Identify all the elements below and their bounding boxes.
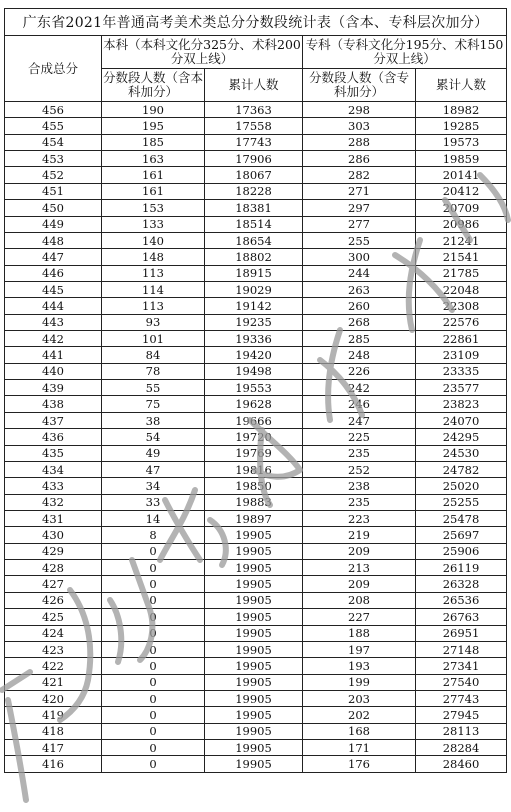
vocational-segment-cell: 288 [303,134,416,150]
total-score-cell: 443 [5,314,102,330]
undergrad-cumulative-cell: 17743 [205,134,303,150]
total-score-cell: 422 [5,658,102,674]
undergrad-segment-cell: 185 [102,134,205,150]
total-score-cell: 446 [5,265,102,281]
vocational-segment-cell: 235 [303,445,416,461]
vocational-cumulative-cell: 27148 [416,641,507,657]
vocational-segment-cell: 297 [303,200,416,216]
undergrad-cumulative-cell: 19905 [205,625,303,641]
total-score-cell: 435 [5,445,102,461]
undergrad-segment-cell: 0 [102,674,205,690]
undergrad-segment-cell: 0 [102,576,205,592]
vocational-cumulative-cell: 25478 [416,510,507,526]
table-row [5,609,507,625]
vocational-cumulative-cell: 22861 [416,331,507,347]
undergrad-segment-cell: 93 [102,314,205,330]
total-score-cell: 438 [5,396,102,412]
undergrad-segment-cell: 8 [102,527,205,543]
vocational-cumulative-cell: 25697 [416,527,507,543]
vocational-cumulative-cell: 23577 [416,380,507,396]
total-score-cell: 426 [5,592,102,608]
vocational-segment-cell: 246 [303,396,416,412]
table-row [5,756,507,772]
total-score-cell: 441 [5,347,102,363]
table-row [5,510,507,526]
undergrad-segment-cell: 0 [102,740,205,756]
total-score-cell: 456 [5,102,102,118]
undergrad-segment-cell: 161 [102,183,205,199]
header-undergrad-cumulative: 累计人数 [205,69,303,102]
vocational-segment-cell: 199 [303,674,416,690]
undergrad-segment-cell: 34 [102,478,205,494]
table-row [5,314,507,330]
vocational-segment-cell: 213 [303,560,416,576]
undergrad-cumulative-cell: 17558 [205,118,303,134]
table-row [5,200,507,216]
vocational-cumulative-cell: 26119 [416,560,507,576]
total-score-cell: 439 [5,380,102,396]
vocational-cumulative-cell: 23109 [416,347,507,363]
undergrad-cumulative-cell: 19628 [205,396,303,412]
vocational-segment-cell: 223 [303,510,416,526]
total-score-cell: 442 [5,331,102,347]
undergrad-segment-cell: 190 [102,102,205,118]
vocational-cumulative-cell: 25906 [416,543,507,559]
vocational-cumulative-cell: 28460 [416,756,507,772]
undergrad-cumulative-cell: 19905 [205,576,303,592]
undergrad-cumulative-cell: 19720 [205,429,303,445]
total-score-cell: 423 [5,641,102,657]
total-score-cell: 440 [5,363,102,379]
vocational-segment-cell: 263 [303,281,416,297]
undergrad-cumulative-cell: 19905 [205,658,303,674]
undergrad-segment-cell: 0 [102,690,205,706]
table-row [5,445,507,461]
total-score-cell: 416 [5,756,102,772]
table-row [5,723,507,739]
table-row [5,183,507,199]
total-score-cell: 418 [5,723,102,739]
undergrad-segment-cell: 14 [102,510,205,526]
vocational-segment-cell: 286 [303,151,416,167]
total-score-cell: 436 [5,429,102,445]
vocational-segment-cell: 197 [303,641,416,657]
table-row [5,658,507,674]
vocational-segment-cell: 219 [303,527,416,543]
undergrad-cumulative-cell: 18381 [205,200,303,216]
header-undergrad-group: 本科（本科文化分325分、术科200分双上线） [102,36,303,69]
undergrad-cumulative-cell: 19905 [205,543,303,559]
table-row [5,265,507,281]
undergrad-cumulative-cell: 19905 [205,740,303,756]
table-row [5,363,507,379]
total-score-cell: 452 [5,167,102,183]
vocational-cumulative-cell: 20141 [416,167,507,183]
vocational-segment-cell: 271 [303,183,416,199]
undergrad-cumulative-cell: 19905 [205,756,303,772]
table-row [5,396,507,412]
vocational-cumulative-cell: 21541 [416,249,507,265]
vocational-cumulative-cell: 23823 [416,396,507,412]
total-score-cell: 449 [5,216,102,232]
undergrad-cumulative-cell: 19905 [205,674,303,690]
total-score-cell: 454 [5,134,102,150]
table-row [5,331,507,347]
undergrad-cumulative-cell: 19905 [205,690,303,706]
undergrad-cumulative-cell: 18067 [205,167,303,183]
undergrad-segment-cell: 140 [102,232,205,248]
vocational-segment-cell: 226 [303,363,416,379]
total-score-cell: 434 [5,461,102,477]
total-score-cell: 448 [5,232,102,248]
table-row [5,461,507,477]
vocational-cumulative-cell: 23335 [416,363,507,379]
undergrad-segment-cell: 195 [102,118,205,134]
undergrad-cumulative-cell: 19883 [205,494,303,510]
table-row [5,674,507,690]
total-score-cell: 419 [5,707,102,723]
undergrad-segment-cell: 33 [102,494,205,510]
undergrad-segment-cell: 0 [102,592,205,608]
table-title: 广东省2021年普通高考美术类总分分数段统计表（含本、专科层次加分） [5,9,507,36]
undergrad-segment-cell: 78 [102,363,205,379]
vocational-cumulative-cell: 20412 [416,183,507,199]
table-row [5,478,507,494]
undergrad-cumulative-cell: 17906 [205,151,303,167]
undergrad-segment-cell: 0 [102,625,205,641]
table-row [5,592,507,608]
undergrad-cumulative-cell: 19420 [205,347,303,363]
table-row [5,543,507,559]
undergrad-segment-cell: 0 [102,609,205,625]
undergrad-cumulative-cell: 19905 [205,560,303,576]
vocational-cumulative-cell: 25020 [416,478,507,494]
undergrad-cumulative-cell: 19905 [205,723,303,739]
vocational-cumulative-cell: 27945 [416,707,507,723]
vocational-segment-cell: 209 [303,576,416,592]
total-score-cell: 433 [5,478,102,494]
total-score-cell: 451 [5,183,102,199]
header-vocational-segment: 分数段人数（含专科加分） [303,69,416,102]
total-score-cell: 420 [5,690,102,706]
undergrad-cumulative-cell: 18915 [205,265,303,281]
vocational-cumulative-cell: 21785 [416,265,507,281]
vocational-segment-cell: 238 [303,478,416,494]
vocational-segment-cell: 260 [303,298,416,314]
undergrad-segment-cell: 84 [102,347,205,363]
undergrad-cumulative-cell: 17363 [205,102,303,118]
undergrad-segment-cell: 114 [102,281,205,297]
undergrad-segment-cell: 0 [102,756,205,772]
total-score-cell: 425 [5,609,102,625]
undergrad-segment-cell: 0 [102,641,205,657]
vocational-cumulative-cell: 21241 [416,232,507,248]
total-score-cell: 447 [5,249,102,265]
score-distribution-sheet [4,8,506,773]
table-row [5,527,507,543]
undergrad-cumulative-cell: 18802 [205,249,303,265]
vocational-segment-cell: 277 [303,216,416,232]
table-row [5,216,507,232]
undergrad-segment-cell: 0 [102,658,205,674]
vocational-cumulative-cell: 26328 [416,576,507,592]
vocational-segment-cell: 244 [303,265,416,281]
table-row [5,412,507,428]
vocational-cumulative-cell: 27743 [416,690,507,706]
undergrad-cumulative-cell: 19816 [205,461,303,477]
undergrad-segment-cell: 133 [102,216,205,232]
vocational-segment-cell: 285 [303,331,416,347]
undergrad-cumulative-cell: 19850 [205,478,303,494]
table-row [5,118,507,134]
vocational-segment-cell: 248 [303,347,416,363]
undergrad-cumulative-cell: 19905 [205,592,303,608]
undergrad-cumulative-cell: 19905 [205,707,303,723]
vocational-cumulative-cell: 19285 [416,118,507,134]
vocational-segment-cell: 255 [303,232,416,248]
undergrad-cumulative-cell: 19498 [205,363,303,379]
vocational-cumulative-cell: 26763 [416,609,507,625]
vocational-segment-cell: 227 [303,609,416,625]
vocational-cumulative-cell: 24782 [416,461,507,477]
total-score-cell: 445 [5,281,102,297]
table-body [5,102,507,773]
undergrad-cumulative-cell: 19905 [205,609,303,625]
vocational-segment-cell: 242 [303,380,416,396]
vocational-segment-cell: 298 [303,102,416,118]
table-row [5,429,507,445]
undergrad-segment-cell: 0 [102,707,205,723]
undergrad-cumulative-cell: 19897 [205,510,303,526]
total-score-cell: 431 [5,510,102,526]
undergrad-cumulative-cell: 19769 [205,445,303,461]
table-row [5,380,507,396]
total-score-cell: 450 [5,200,102,216]
total-score-cell: 424 [5,625,102,641]
vocational-segment-cell: 202 [303,707,416,723]
undergrad-cumulative-cell: 19666 [205,412,303,428]
vocational-cumulative-cell: 22576 [416,314,507,330]
vocational-cumulative-cell: 27341 [416,658,507,674]
vocational-segment-cell: 188 [303,625,416,641]
undergrad-segment-cell: 0 [102,543,205,559]
undergrad-segment-cell: 54 [102,429,205,445]
undergrad-segment-cell: 0 [102,723,205,739]
undergrad-cumulative-cell: 18514 [205,216,303,232]
vocational-cumulative-cell: 25255 [416,494,507,510]
undergrad-cumulative-cell: 18654 [205,232,303,248]
vocational-segment-cell: 300 [303,249,416,265]
vocational-segment-cell: 225 [303,429,416,445]
table-row [5,641,507,657]
vocational-segment-cell: 247 [303,412,416,428]
vocational-segment-cell: 176 [303,756,416,772]
vocational-segment-cell: 203 [303,690,416,706]
table-row [5,249,507,265]
undergrad-segment-cell: 113 [102,298,205,314]
table-row [5,625,507,641]
total-score-cell: 430 [5,527,102,543]
vocational-cumulative-cell: 19859 [416,151,507,167]
total-score-cell: 429 [5,543,102,559]
table-row [5,298,507,314]
vocational-cumulative-cell: 18982 [416,102,507,118]
vocational-cumulative-cell: 24295 [416,429,507,445]
undergrad-cumulative-cell: 18228 [205,183,303,199]
vocational-segment-cell: 208 [303,592,416,608]
table-row [5,576,507,592]
vocational-segment-cell: 282 [303,167,416,183]
undergrad-segment-cell: 55 [102,380,205,396]
vocational-segment-cell: 209 [303,543,416,559]
header-vocational-cumulative: 累计人数 [416,69,507,102]
vocational-cumulative-cell: 26536 [416,592,507,608]
table-row [5,740,507,756]
undergrad-segment-cell: 49 [102,445,205,461]
table-row [5,151,507,167]
vocational-segment-cell: 268 [303,314,416,330]
undergrad-segment-cell: 161 [102,167,205,183]
vocational-cumulative-cell: 27540 [416,674,507,690]
undergrad-segment-cell: 75 [102,396,205,412]
table-row [5,167,507,183]
table-row [5,134,507,150]
total-score-cell: 453 [5,151,102,167]
undergrad-segment-cell: 0 [102,560,205,576]
vocational-segment-cell: 193 [303,658,416,674]
table-row [5,232,507,248]
undergrad-cumulative-cell: 19235 [205,314,303,330]
total-score-cell: 417 [5,740,102,756]
score-table [4,8,507,773]
total-score-cell: 444 [5,298,102,314]
undergrad-cumulative-cell: 19905 [205,641,303,657]
header-undergrad-segment: 分数段人数（含本科加分） [102,69,205,102]
table-row [5,707,507,723]
table-row [5,347,507,363]
undergrad-cumulative-cell: 19905 [205,527,303,543]
vocational-cumulative-cell: 24530 [416,445,507,461]
undergrad-cumulative-cell: 19029 [205,281,303,297]
undergrad-segment-cell: 148 [102,249,205,265]
vocational-cumulative-cell: 26951 [416,625,507,641]
header-vocational-group: 专科（专科文化分195分、术科150分双上线） [303,36,507,69]
vocational-cumulative-cell: 20709 [416,200,507,216]
table-row [5,494,507,510]
total-score-cell: 455 [5,118,102,134]
undergrad-cumulative-cell: 19336 [205,331,303,347]
vocational-segment-cell: 252 [303,461,416,477]
total-score-cell: 421 [5,674,102,690]
vocational-cumulative-cell: 24070 [416,412,507,428]
undergrad-cumulative-cell: 19553 [205,380,303,396]
total-score-cell: 428 [5,560,102,576]
undergrad-segment-cell: 47 [102,461,205,477]
vocational-segment-cell: 303 [303,118,416,134]
vocational-cumulative-cell: 22048 [416,281,507,297]
total-score-cell: 427 [5,576,102,592]
header-total-score: 合成总分 [5,36,102,102]
table-row [5,102,507,118]
undergrad-segment-cell: 113 [102,265,205,281]
vocational-cumulative-cell: 28284 [416,740,507,756]
undergrad-segment-cell: 153 [102,200,205,216]
vocational-cumulative-cell: 22308 [416,298,507,314]
vocational-segment-cell: 171 [303,740,416,756]
vocational-cumulative-cell: 28113 [416,723,507,739]
undergrad-cumulative-cell: 19142 [205,298,303,314]
vocational-segment-cell: 168 [303,723,416,739]
undergrad-segment-cell: 163 [102,151,205,167]
total-score-cell: 437 [5,412,102,428]
vocational-cumulative-cell: 19573 [416,134,507,150]
undergrad-segment-cell: 38 [102,412,205,428]
vocational-cumulative-cell: 20986 [416,216,507,232]
table-row [5,560,507,576]
undergrad-segment-cell: 101 [102,331,205,347]
total-score-cell: 432 [5,494,102,510]
table-row [5,281,507,297]
table-row [5,690,507,706]
vocational-segment-cell: 235 [303,494,416,510]
